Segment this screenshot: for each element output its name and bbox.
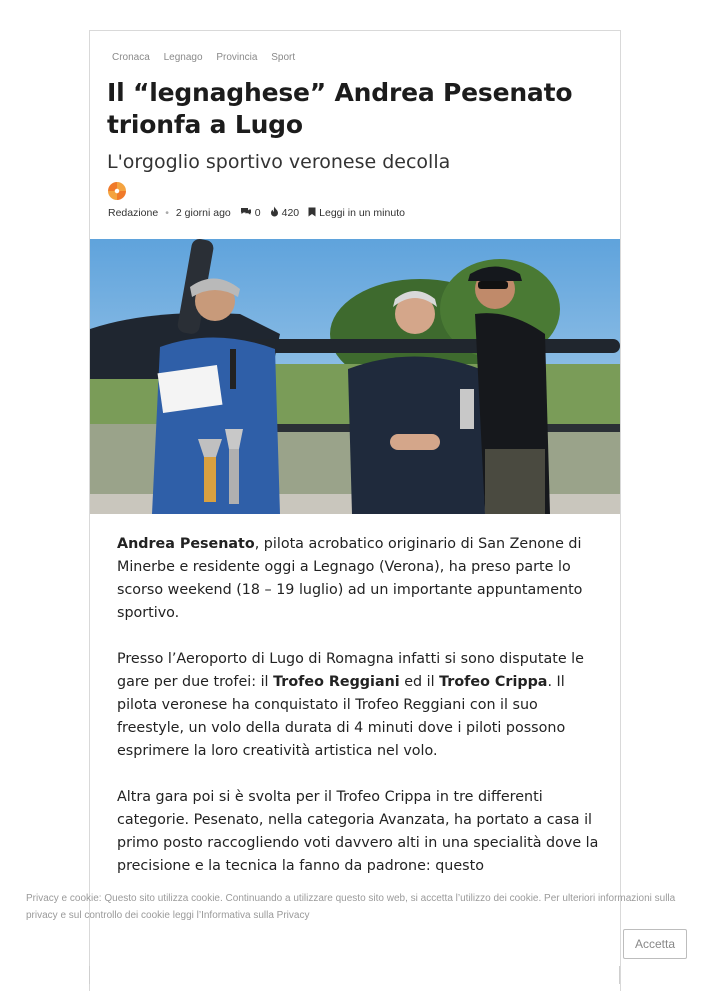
article-body [117, 533, 602, 901]
article-subtitle: L'orgoglio sportivo veronese decolla [107, 151, 451, 173]
category-link-legnago[interactable]: Legnago [163, 52, 203, 63]
card-border-right [619, 966, 620, 984]
bookmark-icon [308, 207, 316, 220]
cookie-text: Privacy e cookie: Questo sito utilizza cookie. Continuando a utilizzare questo sito web, si accetta l’utilizzo dei cookie. Per ulteriori informazioni sulla privacy e sul controllo dei cookie leggi l’Informativa sulla Privacy [26, 893, 676, 921]
flame-icon [270, 206, 279, 220]
card-border-left [89, 966, 90, 984]
author-avatar[interactable] [108, 182, 126, 200]
category-link-provincia[interactable]: Provincia [216, 52, 258, 63]
article-paragraph: Andrea Pesenato, pilota acrobatico originario di San Zenone di Minerbe e residente oggi a Legnago (Verona), ha preso parte lo scorso weekend (18 – 19 luglio) ad un importante appuntamento sportivo. [117, 536, 583, 621]
meta-separator: • [165, 207, 169, 219]
category-link-sport[interactable]: Sport [271, 52, 296, 63]
views-count: 420 [281, 207, 300, 219]
post-date: 2 giorni ago [175, 207, 231, 219]
read-time: Leggi in un minuto [319, 207, 405, 219]
category-link-cronaca[interactable]: Cronaca [112, 52, 150, 63]
article-card [89, 30, 621, 991]
category-list [112, 52, 306, 63]
comments-icon [240, 207, 252, 219]
author-name[interactable]: Redazione [108, 207, 159, 219]
cookie-banner [0, 870, 708, 1000]
accept-cookies-button[interactable]: Accetta [623, 929, 687, 959]
article-title: Il “legnaghese” Andrea Pesenato trionfa a Lugo [107, 78, 573, 139]
article-hero-image [90, 239, 620, 514]
comments-count[interactable]: 0 [254, 207, 261, 219]
article-paragraph: Altra gara poi si è svolta per il Trofeo Crippa in tre differenti categorie. Pesenato, nella categoria Avanzata, ha portato a casa il primo posto raccogliendo voti davvero alti in una specialità dove la precisione e la tecnica la fanno da padrone: questo [117, 789, 599, 874]
article-paragraph: Presso l’Aeroporto di Lugo di Romagna infatti si sono disputate le gare per due trofei: il Trofeo Reggiani ed il Trofeo Crippa. Il pilota veronese ha conquistato il Trofeo Reggiani con il suo freestyle, un volo della durata di 4 minuti dove i piloti possono esprimere la loro creatività artistica nel volo. [117, 651, 584, 759]
privacy-policy-link[interactable]: Informativa sulla Privacy [201, 910, 310, 921]
article-meta [108, 206, 405, 220]
